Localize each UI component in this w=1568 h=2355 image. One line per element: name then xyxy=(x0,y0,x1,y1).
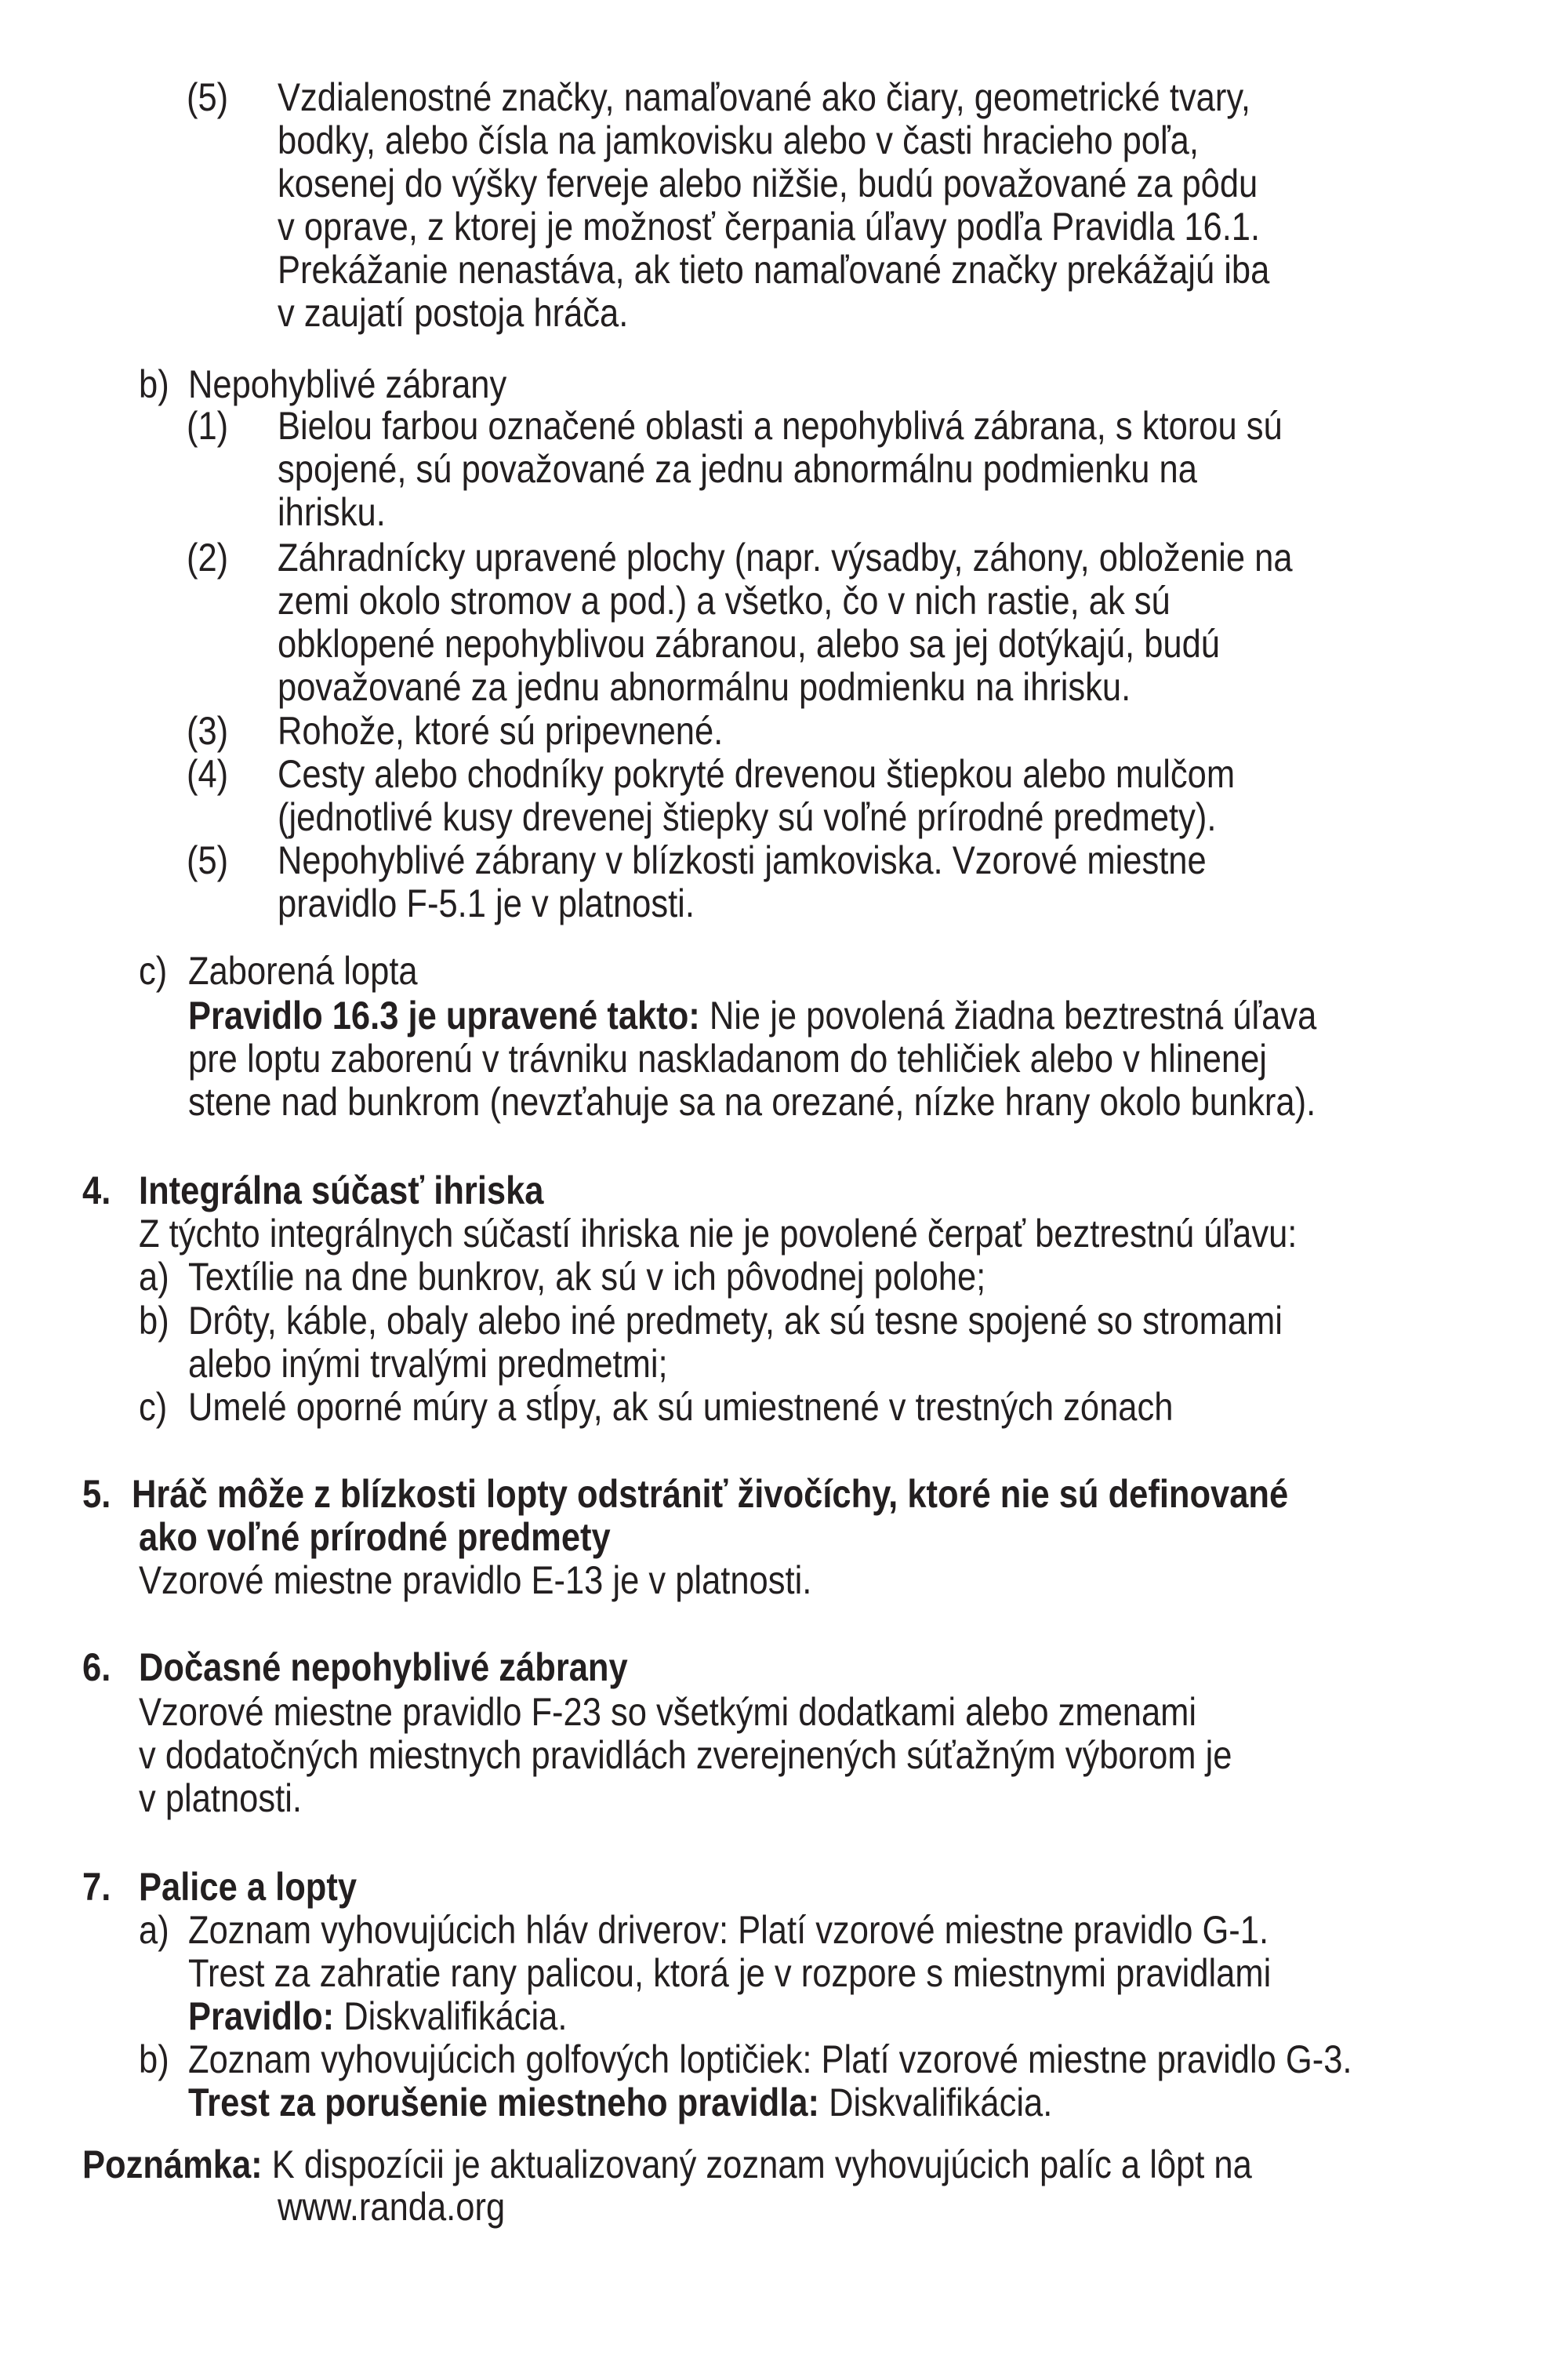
text-span: K dispozícii je aktualizovaný zoznam vyhovujúcich palíc a lôpt na xyxy=(262,2142,1252,2186)
bold-lead: Pravidlo: xyxy=(188,1994,335,2038)
text-line: Vzorové miestne pravidlo F-23 so všetkými dodatkami alebo zmenami xyxy=(139,1690,1197,1734)
text-line: kosenej do výšky ferveje alebo nižšie, budú považované za pôdu xyxy=(278,162,1258,205)
text-line: (jednotlivé kusy drevenej štiepky sú voľné prírodné predmety). xyxy=(278,795,1217,839)
text-line: stene nad bunkrom (nevzťahuje sa na orezané, nízke hrany okolo bunkra). xyxy=(188,1080,1316,1124)
text-line: Zoznam vyhovujúcich golfových loptičiek: Platí vzorové miestne pravidlo G-3. xyxy=(188,2037,1352,2081)
text-line: obklopené nepohyblivou zábranou, alebo sa jej dotýkajú, budú xyxy=(278,622,1220,666)
item-label: b) xyxy=(139,1299,169,1343)
text-line: zemi okolo stromov a pod.) a všetko, čo v nich rastie, ak sú xyxy=(278,579,1171,623)
item-label: a) xyxy=(139,1908,169,1952)
item-label: a) xyxy=(139,1255,169,1299)
bold-lead: Trest za porušenie miestneho pravidla: xyxy=(188,2081,819,2124)
subsection-title: Nepohyblivé zábrany xyxy=(188,362,507,406)
text-line: Vzdialenostné značky, namaľované ako čiary, geometrické tvary, xyxy=(278,75,1250,119)
text-line xyxy=(188,1994,567,2038)
text-line: v oprave, z ktorej je možnosť čerpania úľavy podľa Pravidla 16.1. xyxy=(278,205,1261,249)
text-line: považované za jednu abnormálnu podmienku na ihrisku. xyxy=(278,665,1131,709)
note-link[interactable]: www.randa.org xyxy=(278,2185,506,2229)
item-label: (2) xyxy=(187,536,229,580)
section-title: ako voľné prírodné predmety xyxy=(139,1515,611,1559)
section-number: 7. xyxy=(82,1865,111,1909)
text-line: v dodatočných miestnych pravidlách zverejnených súťažným výborom je xyxy=(139,1733,1232,1777)
text-line: Záhradnícky upravené plochy (napr. výsadby, záhony, obloženie na xyxy=(278,536,1293,580)
text-line: Trest za zahratie rany palicou, ktorá je v rozpore s miestnymi pravidlami xyxy=(188,1951,1272,1995)
item-label: (1) xyxy=(187,404,229,448)
section-title: Palice a lopty xyxy=(139,1865,358,1909)
text-line: Cesty alebo chodníky pokryté drevenou štiepkou alebo mulčom xyxy=(278,752,1236,796)
item-label: (4) xyxy=(187,752,229,796)
text-span: Diskvalifikácia. xyxy=(818,2081,1053,2124)
text-line: Nepohyblivé zábrany v blízkosti jamkoviska. Vzorové miestne xyxy=(278,838,1207,882)
item-label: b) xyxy=(139,2037,169,2081)
section-number: 4. xyxy=(82,1168,111,1212)
text-line: Drôty, káble, obaly alebo iné predmety, ak sú tesne spojené so stromami xyxy=(188,1299,1283,1343)
item-label: (5) xyxy=(187,838,229,882)
item-label: (5) xyxy=(187,75,229,119)
text-line: Zoznam vyhovujúcich hláv driverov: Platí vzorové miestne pravidlo G-1. xyxy=(188,1908,1269,1952)
bold-lead: Pravidlo 16.3 je upravené takto: xyxy=(188,994,700,1038)
text-line: alebo inými trvalými predmetmi; xyxy=(188,1342,668,1386)
text-line: ihrisku. xyxy=(278,490,386,534)
text-span: Nie je povolená žiadna beztrestná úľava xyxy=(699,994,1317,1038)
section-title: Hráč môže z blízkosti lopty odstrániť živočíchy, ktoré nie sú definované xyxy=(132,1472,1289,1516)
section-title: Integrálna súčasť ihriska xyxy=(139,1168,544,1212)
text-line: Rohože, ktoré sú pripevnené. xyxy=(278,709,724,753)
text-line: pre loptu zaborenú v trávniku naskladanom do tehličiek alebo v hlinenej xyxy=(188,1037,1267,1081)
text-line: Umelé oporné múry a stĺpy, ak sú umiestnené v trestných zónach xyxy=(188,1385,1174,1429)
section-title: Dočasné nepohyblivé zábrany xyxy=(139,1645,628,1689)
text-line: Prekážanie nenastáva, ak tieto namaľované značky prekážajú iba xyxy=(278,248,1270,292)
text-line: v zaujatí postoja hráča. xyxy=(278,291,629,335)
item-label: c) xyxy=(139,949,168,993)
subsection-title: Zaborená lopta xyxy=(188,949,418,993)
text-line: Bielou farbou označené oblasti a nepohyblivá zábrana, s ktorou sú xyxy=(278,404,1283,448)
note-label: Poznámka: xyxy=(82,2142,263,2186)
item-label: c) xyxy=(139,1385,168,1429)
item-label: b) xyxy=(139,362,169,406)
text-line xyxy=(188,994,1316,1038)
note-line xyxy=(82,2142,1252,2186)
text-line: Vzorové miestne pravidlo E-13 je v platnosti. xyxy=(139,1558,812,1602)
section-number: 6. xyxy=(82,1645,111,1689)
text-line: Z týchto integrálnych súčastí ihriska nie je povolené čerpať beztrestnú úľavu: xyxy=(139,1212,1298,1256)
text-line: bodky, alebo čísla na jamkovisku alebo v časti hracieho poľa, xyxy=(278,118,1199,162)
text-span: Diskvalifikácia. xyxy=(334,1994,568,2038)
section-number: 5. xyxy=(82,1472,111,1516)
text-line: spojené, sú považované za jednu abnormálnu podmienku na xyxy=(278,447,1197,491)
text-line: v platnosti. xyxy=(139,1776,302,1820)
text-line: pravidlo F-5.1 je v platnosti. xyxy=(278,881,695,925)
text-line xyxy=(188,2081,1052,2124)
item-label: (3) xyxy=(187,709,229,753)
text-line: Textílie na dne bunkrov, ak sú v ich pôvodnej polohe; xyxy=(188,1255,986,1299)
